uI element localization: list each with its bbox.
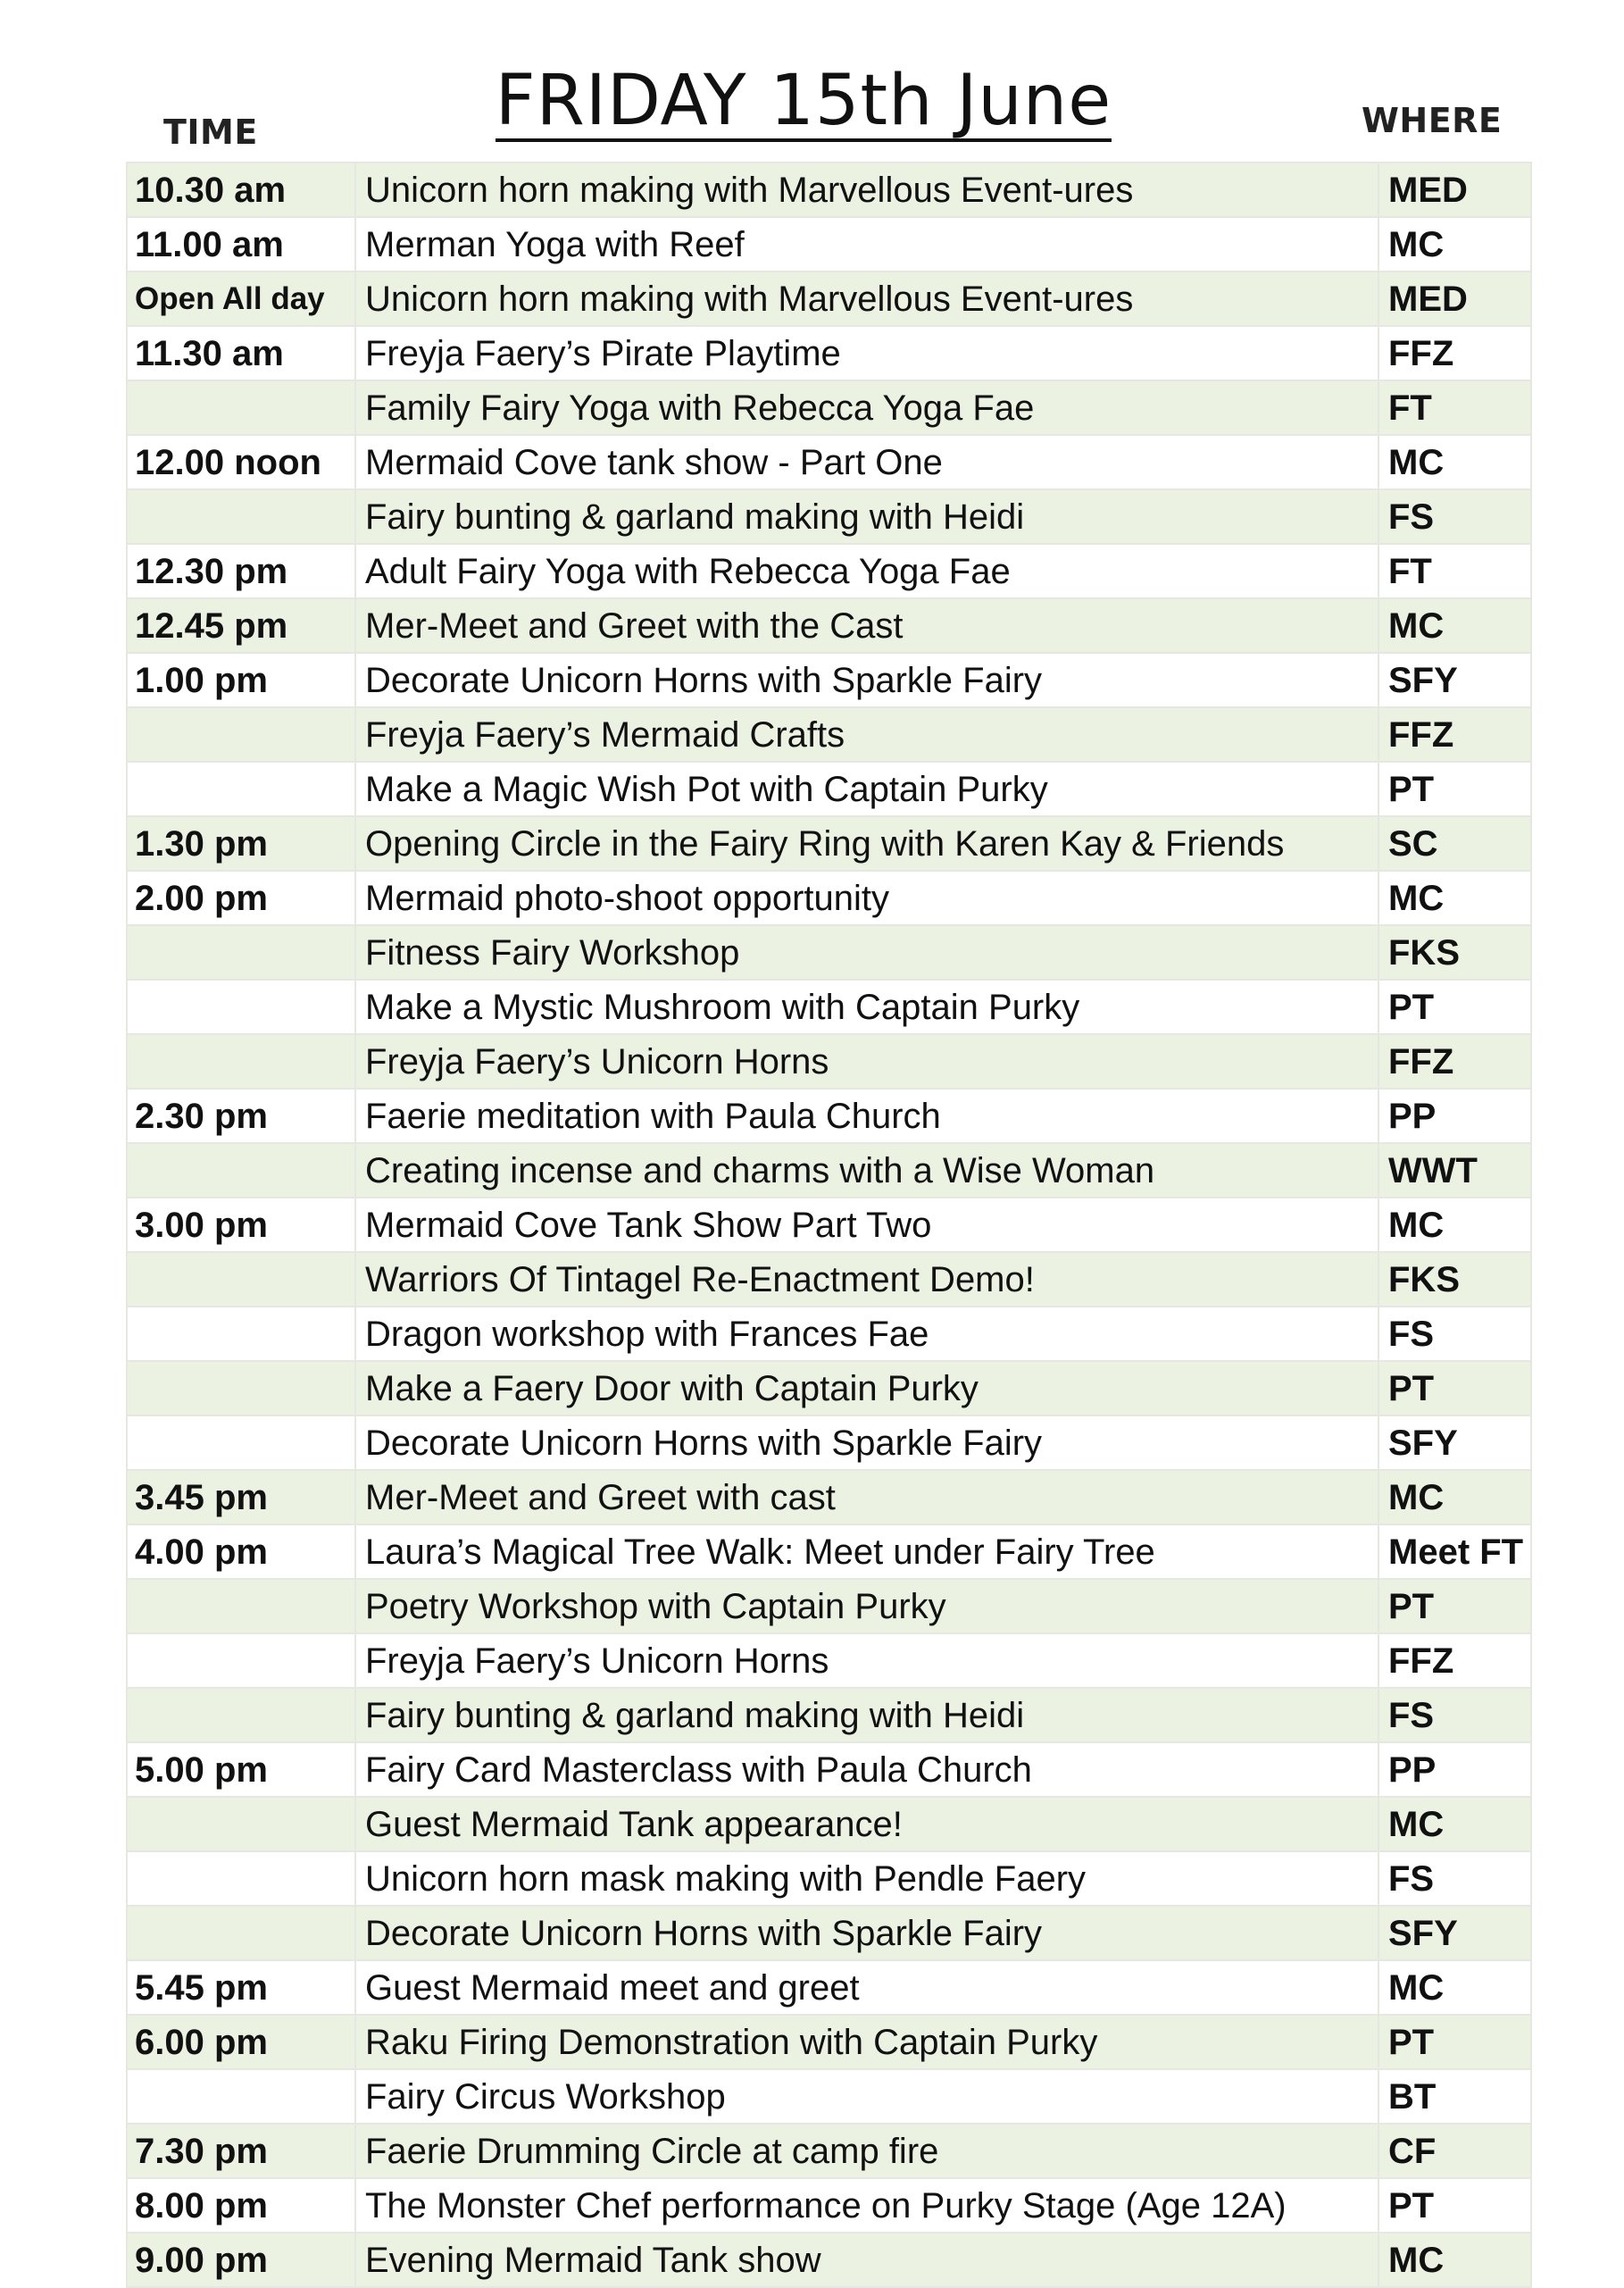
where-cell: PT [1378,980,1531,1034]
where-cell: PT [1378,1579,1531,1633]
event-cell: Decorate Unicorn Horns with Sparkle Fairy [355,653,1378,707]
where-cell: SC [1378,816,1531,871]
event-cell: Family Fairy Yoga with Rebecca Yoga Fae [355,380,1378,435]
time-cell: 9.00 pm [127,2233,355,2287]
event-cell: Guest Mermaid meet and greet [355,1960,1378,2015]
where-cell: FFZ [1378,707,1531,762]
time-cell: 1.00 pm [127,653,355,707]
where-cell: MC [1378,1470,1531,1524]
where-cell: MC [1378,217,1531,271]
time-cell [127,1034,355,1089]
where-cell: PT [1378,2015,1531,2069]
table-row [127,707,1531,762]
where-cell: MC [1378,2233,1531,2287]
event-cell: Laura’s Magical Tree Walk: Meet under Fairy Tree [355,1524,1378,1579]
where-cell: PP [1378,1742,1531,1797]
table-row [127,1797,1531,1851]
event-cell: Guest Mermaid Tank appearance! [355,1797,1378,1851]
where-cell: FFZ [1378,1034,1531,1089]
where-cell: WWT [1378,1143,1531,1198]
time-cell [127,980,355,1034]
time-cell [127,380,355,435]
where-cell: FS [1378,489,1531,544]
where-cell: FFZ [1378,326,1531,380]
table-row [127,1633,1531,1688]
table-row [127,980,1531,1034]
table-row [127,1034,1531,1089]
event-cell: Unicorn horn mask making with Pendle Faery [355,1851,1378,1906]
table-row [127,435,1531,489]
table-row [127,217,1531,271]
where-cell: FKS [1378,1252,1531,1307]
event-cell: Freyja Faery’s Unicorn Horns [355,1633,1378,1688]
where-cell: PT [1378,1361,1531,1415]
table-row [127,2069,1531,2124]
schedule-table [126,162,1532,2288]
time-cell [127,489,355,544]
event-cell: Adult Fairy Yoga with Rebecca Yoga Fae [355,544,1378,598]
time-cell: 2.00 pm [127,871,355,925]
time-cell [127,1415,355,1470]
table-row [127,1089,1531,1143]
time-cell: 1.30 pm [127,816,355,871]
schedule-body [127,163,1531,2287]
where-column-header: WHERE [1362,101,1503,140]
event-cell: Make a Magic Wish Pot with Captain Purky [355,762,1378,816]
table-row [127,762,1531,816]
time-cell: 8.00 pm [127,2178,355,2233]
where-cell: SFY [1378,653,1531,707]
event-cell: Mermaid photo-shoot opportunity [355,871,1378,925]
where-cell: FFZ [1378,1633,1531,1688]
table-row [127,871,1531,925]
event-cell: Decorate Unicorn Horns with Sparkle Fairy [355,1906,1378,1960]
event-cell: Decorate Unicorn Horns with Sparkle Fairy [355,1415,1378,1470]
time-cell: 11.30 am [127,326,355,380]
time-cell: 3.45 pm [127,1470,355,1524]
where-cell: PP [1378,1089,1531,1143]
table-row [127,163,1531,217]
time-cell [127,1906,355,1960]
table-row [127,326,1531,380]
where-cell: MC [1378,1198,1531,1252]
table-row [127,1198,1531,1252]
table-row [127,489,1531,544]
table-row [127,1906,1531,1960]
time-column-header: TIME [163,113,258,152]
event-cell: Freyja Faery’s Unicorn Horns [355,1034,1378,1089]
event-cell: Mer-Meet and Greet with the Cast [355,598,1378,653]
time-cell [127,707,355,762]
time-cell [127,1307,355,1361]
where-cell: SFY [1378,1906,1531,1960]
table-row [127,925,1531,980]
time-cell: 3.00 pm [127,1198,355,1252]
where-cell: FKS [1378,925,1531,980]
where-cell: MC [1378,435,1531,489]
time-cell: 12.45 pm [127,598,355,653]
event-cell: Fairy bunting & garland making with Heidi [355,489,1378,544]
time-cell: 12.00 noon [127,435,355,489]
time-cell: 5.45 pm [127,1960,355,2015]
table-row [127,816,1531,871]
table-row [127,544,1531,598]
where-cell: FS [1378,1851,1531,1906]
event-cell: Freyja Faery’s Mermaid Crafts [355,707,1378,762]
event-cell: Mermaid Cove Tank Show Part Two [355,1198,1378,1252]
event-cell: Freyja Faery’s Pirate Playtime [355,326,1378,380]
event-cell: Poetry Workshop with Captain Purky [355,1579,1378,1633]
event-cell: Mer-Meet and Greet with cast [355,1470,1378,1524]
where-cell: FT [1378,380,1531,435]
event-cell: Fairy Card Masterclass with Paula Church [355,1742,1378,1797]
event-cell: Dragon workshop with Frances Fae [355,1307,1378,1361]
event-cell: Fairy Circus Workshop [355,2069,1378,2124]
table-row [127,1960,1531,2015]
table-row [127,2124,1531,2178]
where-cell: MC [1378,871,1531,925]
time-cell: 4.00 pm [127,1524,355,1579]
event-cell: Opening Circle in the Fairy Ring with Karen Kay & Friends [355,816,1378,871]
where-cell: FT [1378,544,1531,598]
time-cell [127,1361,355,1415]
page-title-text: FRIDAY 15th June [495,61,1112,141]
event-cell: Merman Yoga with Reef [355,217,1378,271]
event-cell: Make a Mystic Mushroom with Captain Purky [355,980,1378,1034]
where-cell: SFY [1378,1415,1531,1470]
time-cell: 2.30 pm [127,1089,355,1143]
time-cell [127,762,355,816]
where-cell: MC [1378,1960,1531,2015]
time-cell: 6.00 pm [127,2015,355,2069]
time-cell [127,1851,355,1906]
table-row [127,2015,1531,2069]
event-cell: Raku Firing Demonstration with Captain Purky [355,2015,1378,2069]
where-cell: MC [1378,598,1531,653]
event-cell: Faerie Drumming Circle at camp fire [355,2124,1378,2178]
table-row [127,1470,1531,1524]
time-cell: 12.30 pm [127,544,355,598]
where-cell: FS [1378,1688,1531,1742]
table-row [127,1415,1531,1470]
table-row [127,1524,1531,1579]
event-cell: Make a Faery Door with Captain Purky [355,1361,1378,1415]
time-cell: 10.30 am [127,163,355,217]
table-row [127,1579,1531,1633]
event-cell: Fitness Fairy Workshop [355,925,1378,980]
time-cell: 11.00 am [127,217,355,271]
where-cell: PT [1378,2178,1531,2233]
time-cell [127,925,355,980]
table-row [127,1307,1531,1361]
table-row [127,1361,1531,1415]
table-row [127,380,1531,435]
where-cell: MED [1378,163,1531,217]
time-cell [127,1143,355,1198]
time-cell [127,1252,355,1307]
event-cell: Creating incense and charms with a Wise Woman [355,1143,1378,1198]
table-row [127,1143,1531,1198]
event-cell: Faerie meditation with Paula Church [355,1089,1378,1143]
where-cell: PT [1378,762,1531,816]
table-row [127,1742,1531,1797]
where-cell: CF [1378,2124,1531,2178]
table-row [127,653,1531,707]
time-cell [127,1797,355,1851]
table-row [127,598,1531,653]
table-row [127,2233,1531,2287]
where-cell: BT [1378,2069,1531,2124]
where-cell: MC [1378,1797,1531,1851]
table-row [127,1851,1531,1906]
event-cell: The Monster Chef performance on Purky Stage (Age 12A) [355,2178,1378,2233]
time-cell [127,1633,355,1688]
event-cell: Unicorn horn making with Marvellous Event-ures [355,271,1378,326]
time-cell: 5.00 pm [127,1742,355,1797]
where-cell: FS [1378,1307,1531,1361]
time-cell [127,1579,355,1633]
event-cell: Unicorn horn making with Marvellous Event-ures [355,163,1378,217]
event-cell: Evening Mermaid Tank show [355,2233,1378,2287]
table-row [127,1688,1531,1742]
time-cell [127,1688,355,1742]
table-row [127,1252,1531,1307]
table-row [127,2178,1531,2233]
event-cell: Warriors Of Tintagel Re-Enactment Demo! [355,1252,1378,1307]
table-row [127,271,1531,326]
where-cell: Meet FT [1378,1524,1531,1579]
event-cell: Fairy bunting & garland making with Heidi [355,1688,1378,1742]
time-cell: Open All day [127,271,355,326]
event-cell: Mermaid Cove tank show - Part One [355,435,1378,489]
time-cell [127,2069,355,2124]
where-cell: MED [1378,271,1531,326]
time-cell: 7.30 pm [127,2124,355,2178]
